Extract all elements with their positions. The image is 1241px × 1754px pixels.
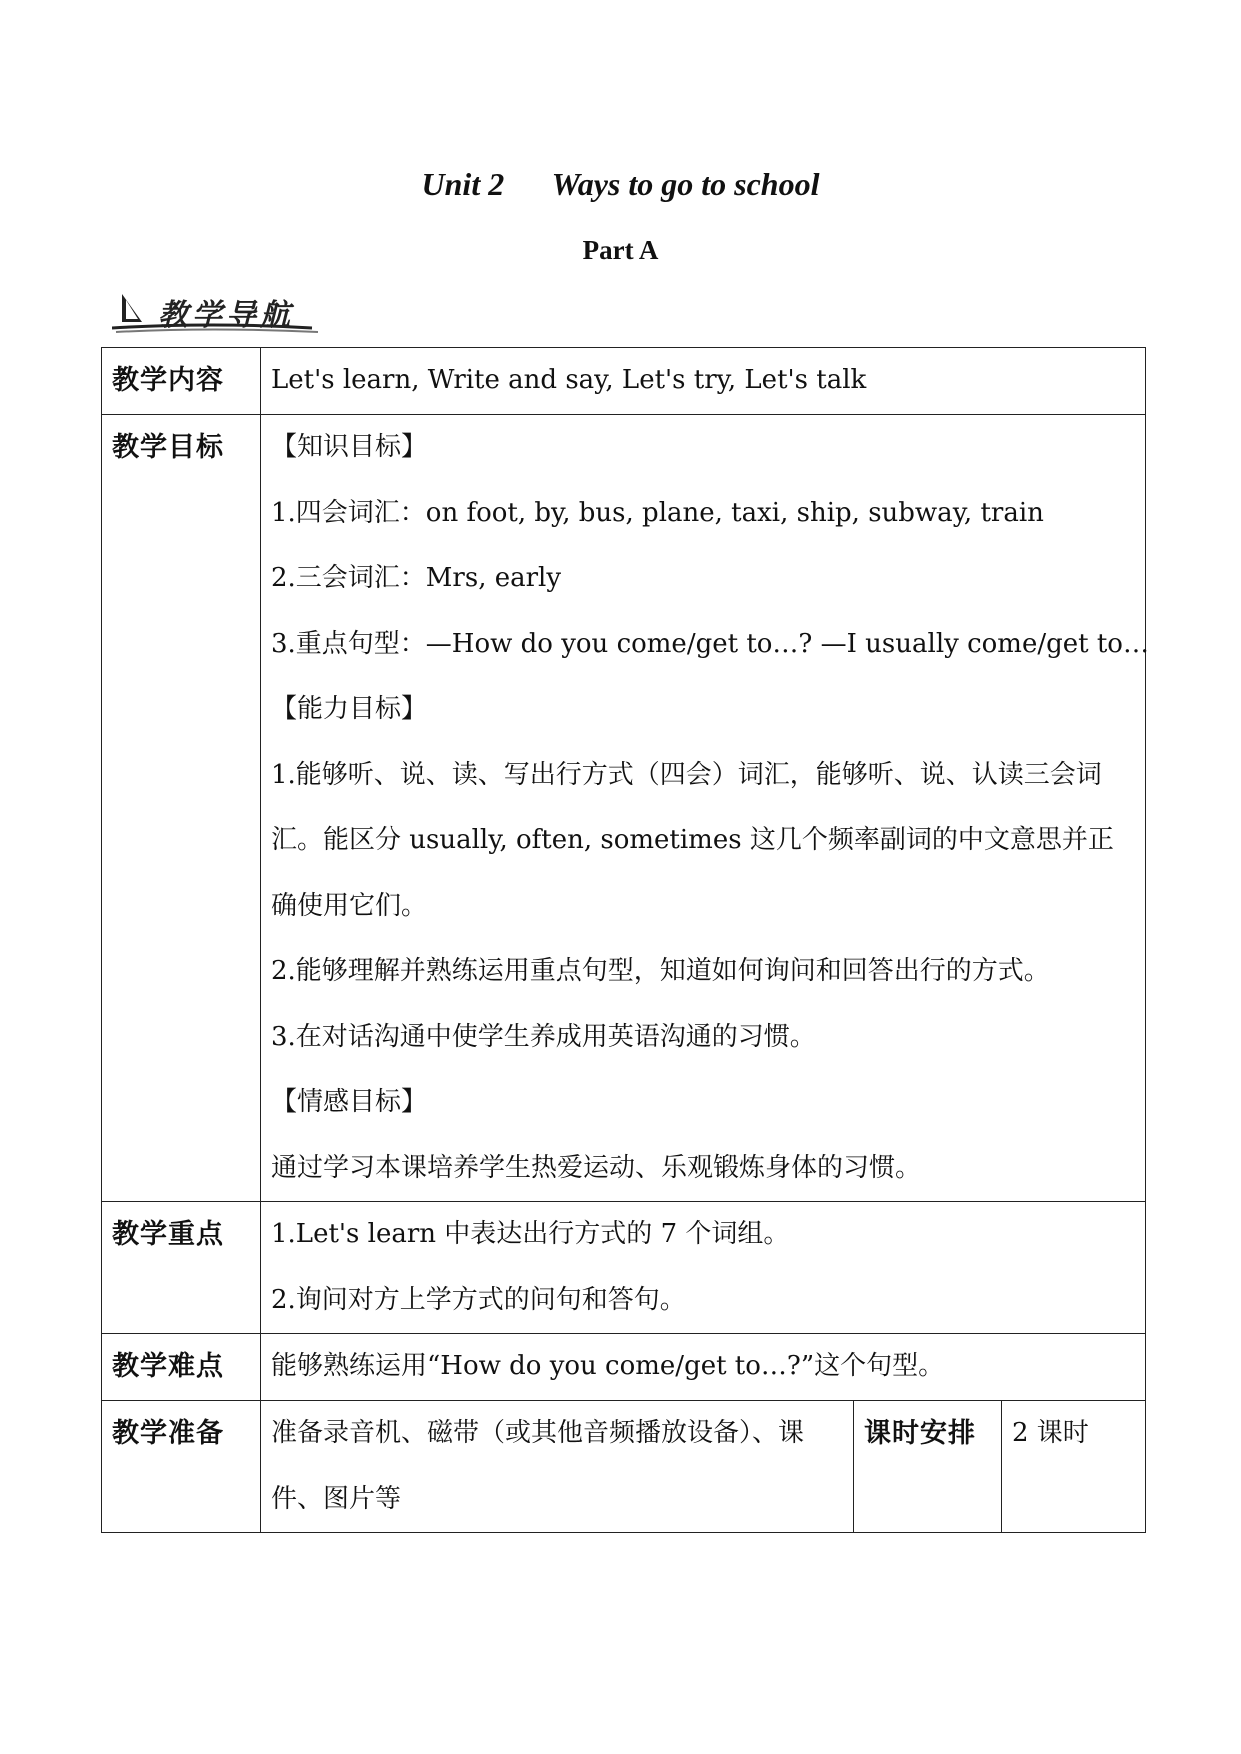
knowledge-item: 2.三会词汇：Mrs, early	[271, 563, 562, 593]
lesson-plan-table	[101, 347, 1149, 1533]
row-key-points	[102, 1202, 1146, 1334]
knowledge-heading: 【知识目标】	[271, 432, 428, 462]
value-key-points	[261, 1202, 1146, 1334]
value-schedule: 2 课时	[1002, 1401, 1146, 1533]
label-schedule: 课时安排	[854, 1401, 1002, 1533]
section-banner-text: 教学导航	[158, 298, 294, 333]
key-point-item: 1.Let's learn 中表达出行方式的 7 个词组。	[271, 1219, 790, 1249]
emotion-item: 通过学习本课培养学生热爱运动、乐观锻炼身体的习惯。	[271, 1152, 922, 1183]
ability-item: 1.能够听、说、读、写出行方式（四会）词汇，能够听、说、认读三会词汇。能区分 usually, often, sometimes 这几个频率副词的中文意思并正确使用它们。	[271, 759, 1114, 921]
ability-item: 2.能够理解并熟练运用重点句型，知道如何询问和回答出行的方式。	[271, 956, 1050, 986]
label-difficulties: 教学难点	[102, 1334, 261, 1401]
emotion-heading: 【情感目标】	[271, 1087, 428, 1117]
label-teaching-content: 教学内容	[102, 348, 261, 415]
knowledge-item: 3.重点句型：—How do you come/get to…? —I usually come/get to…	[271, 628, 1149, 659]
row-preparation	[102, 1401, 1146, 1533]
value-teaching-objectives	[261, 415, 1149, 1202]
value-preparation: 准备录音机、磁带（或其他音频播放设备）、课件、图片等	[261, 1401, 854, 1533]
value-difficulties: 能够熟练运用“How do you come/get to…?”这个句型。	[261, 1334, 1146, 1401]
key-point-item: 2.询问对方上学方式的问句和答句。	[271, 1284, 686, 1315]
value-teaching-content: Let's learn, Write and say, Let's try, Let's talk	[261, 348, 1146, 415]
document-subtitle: Part A	[582, 235, 659, 265]
label-preparation: 教学准备	[102, 1401, 261, 1533]
knowledge-item: 1.四会词汇：on foot, by, bus, plane, taxi, ship, subway, train	[271, 497, 1044, 528]
ability-item: 3.在对话沟通中使学生养成用英语沟通的习惯。	[271, 1021, 816, 1052]
row-teaching-objectives	[102, 415, 1146, 1202]
label-teaching-objectives: 教学目标	[102, 415, 261, 1202]
ability-heading: 【能力目标】	[271, 694, 428, 724]
section-banner	[112, 288, 322, 334]
row-difficulties	[102, 1334, 1146, 1401]
document-title: Unit 2 Ways to go to school	[421, 166, 820, 202]
label-key-points: 教学重点	[102, 1202, 261, 1334]
row-teaching-content	[102, 348, 1146, 415]
